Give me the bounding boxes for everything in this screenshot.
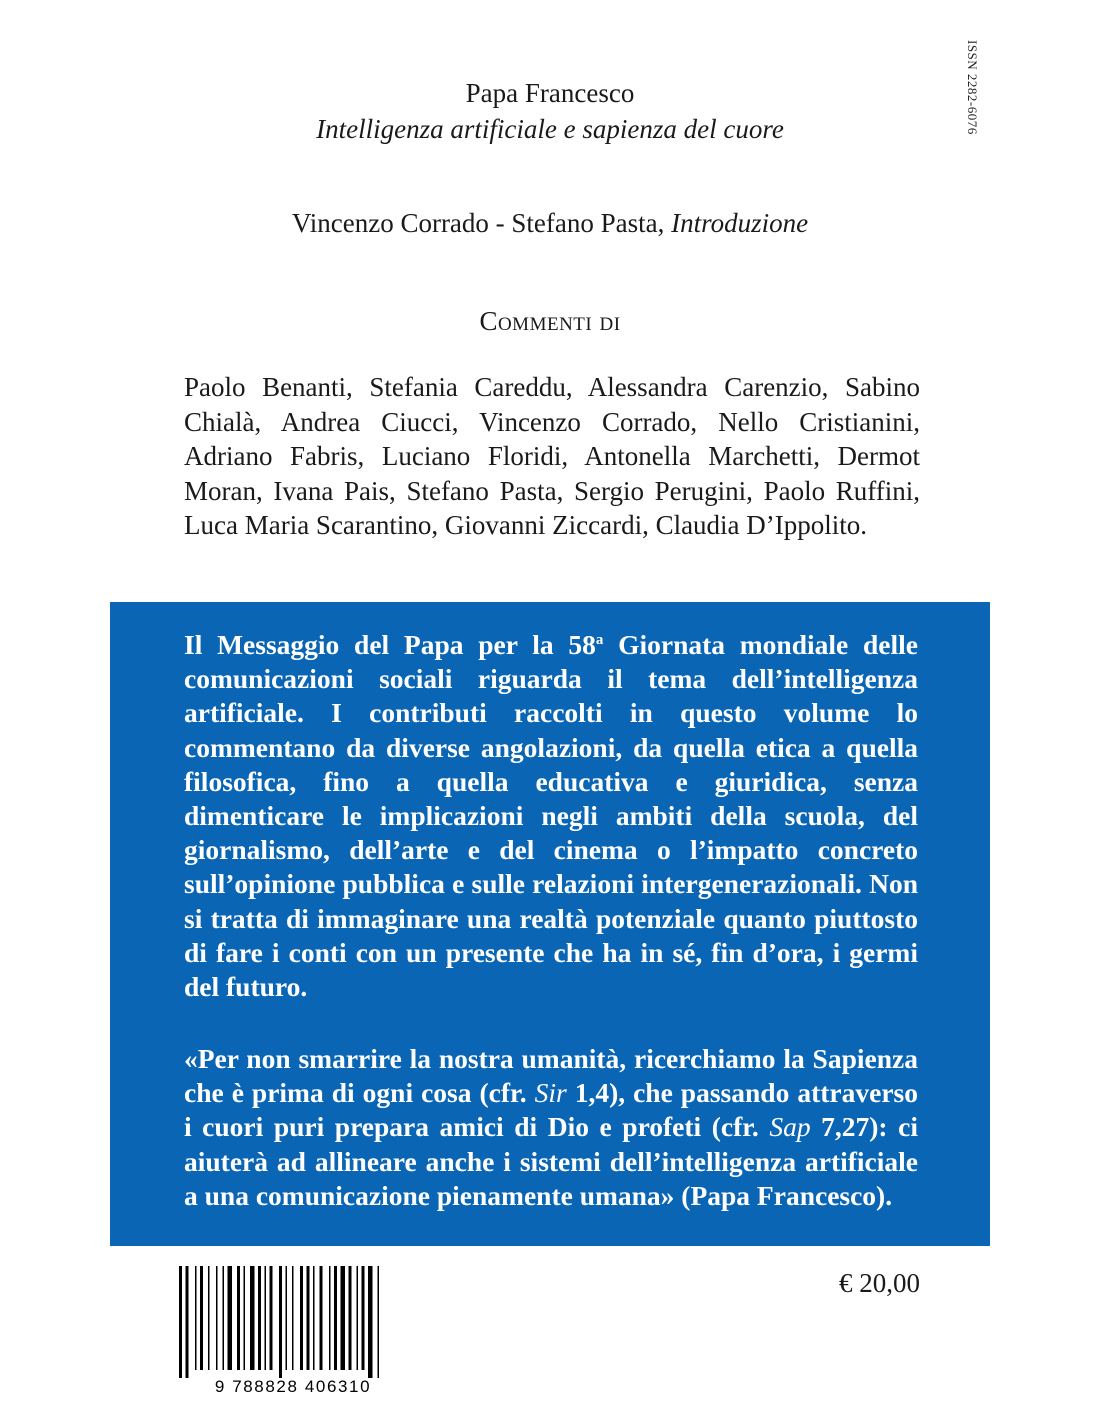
quote-part-1: «Per non smarrire la nostra umanità, ricerchiamo la Sapienza che è prima di ogni cosa (cfr.: [184, 1043, 918, 1109]
barcode-bar: [292, 1266, 294, 1370]
barcode-bar: [208, 1266, 210, 1370]
book-price: € 20,00: [839, 1268, 920, 1298]
barcode-bar: [228, 1266, 233, 1370]
barcode-bar: [265, 1266, 267, 1370]
book-title: Intelligenza artificiale e sapienza del cuore: [316, 114, 784, 144]
barcode-bar: [313, 1266, 315, 1370]
barcode-bar: [368, 1266, 373, 1378]
barcode-bar: [186, 1266, 189, 1378]
quote-reference-sir: Sir: [534, 1077, 567, 1109]
isbn-barcode: [171, 1266, 415, 1396]
commentators-list: Paolo Benanti, Stefania Careddu, Alessandra Carenzio, Sabino Chialà, Andrea Ciucci, Vincenzo Corrado, Nello Cristianini, Adriano Fabris, Luciano Floridi, Antonella Marchetti, Dermot Moran, Ivana Pais, Stefano Pasta, Sergio Perugini, Paolo Ruffini, Luca Maria Scarantino, Giovanni Ziccardi, Claudia D’Ippolito.: [184, 372, 920, 540]
barcode-bar: [307, 1266, 310, 1370]
blurb-text-end: Giornata mondiale delle comunicazioni sociali riguarda il tema dell’intelligenza artificiale. I contributi raccolti in questo volume lo commentano da diverse angolazioni, da quella etica a quella filosofica, fino a quella educativa e giuridica, senza dimenticare le implicazioni negli ambiti della scuola, del giornalismo, dell’arte e del cinema o l’impatto concreto sull’opinione pubblica e sulle relazioni intergenerazionali. Non si tratta di immaginare una realtà potenziale quanto piuttosto di fare i conti con un presente che ha in sé, fin d’ora, i germi del futuro.: [184, 629, 918, 1003]
barcode-bar: [258, 1266, 261, 1370]
barcode-bar: [329, 1266, 331, 1370]
barcode-number: 9 788828 406310: [214, 1377, 372, 1396]
ordinal-superscript: a: [595, 631, 604, 648]
barcode-bar: [300, 1266, 303, 1370]
quote-part-2: 1,4), che passando attraverso i cuori puri prepara amici di Dio e profeti (cfr.: [184, 1077, 918, 1143]
barcode-bar: [334, 1266, 337, 1370]
barcode-bar: [179, 1266, 182, 1378]
barcode-bar: [216, 1266, 218, 1370]
blurb-paragraph: [184, 628, 918, 1004]
quote-part-3: 7,27): ci aiuterà ad allineare anche i sistemi dell’intelligenza artificiale a una comunicazione pienamente umana» (Papa Francesco).: [184, 1111, 918, 1211]
barcode-bar: [320, 1266, 323, 1370]
quote-reference-sap: Sap: [769, 1111, 811, 1143]
comments-heading: Commenti di: [479, 306, 621, 336]
barcode-bar: [341, 1266, 346, 1370]
barcode-bar: [237, 1266, 240, 1370]
papal-quote: [184, 1042, 918, 1213]
barcode-bar: [250, 1266, 255, 1370]
barcode-bar: [362, 1266, 365, 1370]
barcode-bar: [244, 1266, 246, 1370]
barcode-bar: [279, 1266, 282, 1378]
barcode-bar: [349, 1266, 352, 1370]
barcode-bar: [200, 1266, 203, 1370]
introduction-label: Introduzione: [671, 208, 809, 238]
book-author: Papa Francesco: [465, 78, 635, 108]
barcode-bar: [195, 1266, 197, 1370]
barcode-bar: [357, 1266, 359, 1370]
barcode-bar: [378, 1266, 380, 1378]
blurb-box: [110, 602, 990, 1246]
introduction-credit: [0, 208, 1100, 239]
barcode-bar: [286, 1266, 288, 1370]
blurb-text-start: Il Messaggio del Papa per la 58: [184, 629, 596, 660]
barcode-bar: [270, 1266, 273, 1370]
introduction-authors: Vincenzo Corrado - Stefano Pasta,: [291, 208, 672, 238]
barcode-bar: [223, 1266, 225, 1370]
issn-number: ISSN 2282-6076: [965, 40, 980, 135]
